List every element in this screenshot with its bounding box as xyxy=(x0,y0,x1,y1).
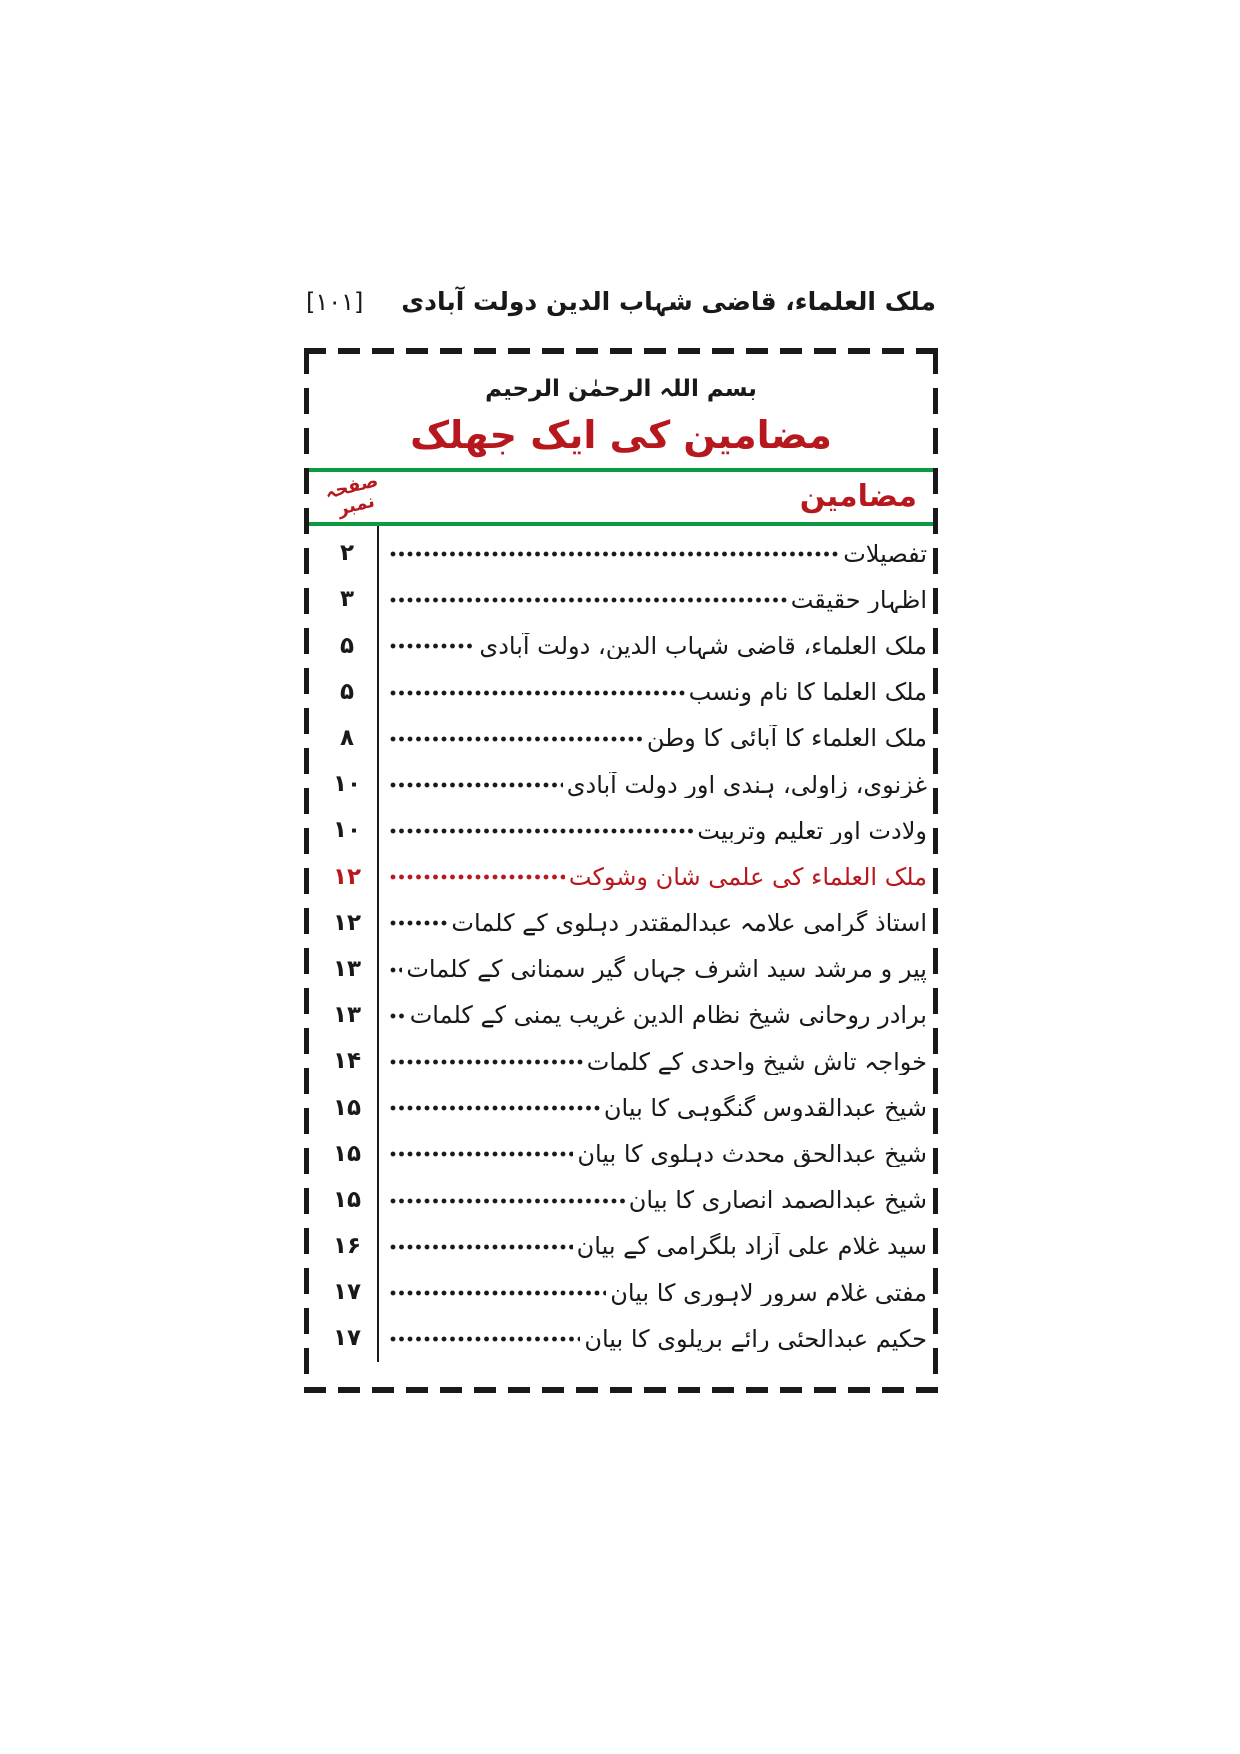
toc-row-entry xyxy=(379,1049,933,1075)
toc-row-entry xyxy=(379,587,933,613)
toc-row-entry xyxy=(379,864,933,890)
toc-row-entry xyxy=(379,818,933,844)
toc-row-entry xyxy=(379,1187,933,1213)
toc-row-page: ۱۲ xyxy=(332,909,362,936)
toc-row xyxy=(309,1131,933,1177)
dotted-leader xyxy=(389,781,563,789)
toc-row-title: استاذ گرامی علامہ عبدالمقتدر دہلوی کے کلمات xyxy=(451,910,927,937)
toc-row xyxy=(309,715,933,761)
toc-row-page: ۲ xyxy=(339,540,355,567)
dotted-leader xyxy=(389,827,693,835)
toc-row-page: ۸ xyxy=(339,725,355,752)
toc-row-title: ملک العلماء کا آبائی کا وطن xyxy=(646,725,927,752)
page-title: مضامین کی ایک جھلک xyxy=(410,413,832,457)
toc-row-page: ۱۴ xyxy=(332,1048,362,1075)
toc-row xyxy=(309,577,933,623)
toc-row-title: ولادت اور تعلیم وتربیت xyxy=(697,817,927,845)
dotted-leader xyxy=(389,1104,600,1112)
running-head-title: ملک العلماء، قاضی شہاب الدین دولت آبادی xyxy=(401,287,936,316)
toc-row-entry xyxy=(379,1095,933,1121)
toc-row-page: ۱۳ xyxy=(332,1002,362,1029)
toc-row xyxy=(309,1177,933,1223)
toc-row-title: خواجہ تاش شیخ واحدی کے کلمات xyxy=(586,1048,927,1076)
toc-row-entry xyxy=(379,1326,933,1352)
toc-row-entry xyxy=(379,1280,933,1306)
toc-row-entry xyxy=(379,772,933,798)
toc-row-title: سید غلام علی آزاد بلگرامی کے بیان xyxy=(576,1233,927,1260)
dotted-leader xyxy=(389,1243,573,1251)
toc-row-page: ۵ xyxy=(339,678,355,705)
toc-row-entry xyxy=(379,910,933,936)
toc-row-title: ملک العلما کا نام ونسب xyxy=(688,679,927,706)
toc-row-title: پیر و مرشد سید اشرف جہاں گیر سمنانی کے کلمات xyxy=(406,956,927,983)
toc-row xyxy=(309,1224,933,1270)
toc-row-title: ملک العلماء، قاضی شہاب الدین، دولت آبادی xyxy=(479,632,927,660)
dashed-frame xyxy=(304,348,938,1393)
running-head xyxy=(306,272,936,314)
toc-row-title: اظہار حقیقت xyxy=(790,586,927,614)
toc-row-entry xyxy=(379,679,933,705)
dotted-leader xyxy=(389,1335,580,1343)
dotted-leader xyxy=(389,1150,573,1158)
toc-row-page: ۵ xyxy=(339,632,355,659)
dotted-leader xyxy=(389,1058,583,1066)
toc-body xyxy=(309,526,933,1362)
dotted-leader xyxy=(389,642,475,650)
toc-row-entry xyxy=(379,1141,933,1167)
toc-header-row xyxy=(309,468,933,526)
toc-row-page: ۱۰ xyxy=(332,817,362,844)
toc-row-page: ۱۵ xyxy=(332,1186,362,1213)
toc-row xyxy=(309,854,933,900)
toc-column-topics-label: مضامین xyxy=(799,478,917,514)
toc-row xyxy=(309,1270,933,1316)
toc-row xyxy=(309,531,933,577)
toc-row-title: مفتی غلام سرور لاہوری کا بیان xyxy=(610,1279,927,1306)
toc-row-title: تفصیلات xyxy=(843,540,927,567)
dotted-leader xyxy=(389,1197,625,1205)
toc-row-page: ۱۳ xyxy=(332,955,362,982)
toc-row xyxy=(309,946,933,992)
toc-row xyxy=(309,1085,933,1131)
frame-border-bottom xyxy=(304,1387,938,1393)
toc-column-page-number-label: صفحہ نمبر xyxy=(322,469,381,520)
dotted-leader xyxy=(389,596,787,604)
toc-row-page: ۳ xyxy=(339,586,355,613)
toc-row-page: ۱۷ xyxy=(332,1279,362,1306)
toc-row xyxy=(309,762,933,808)
toc-row-title: غزنوی، زاولی، ہندی اور دولت آبادی xyxy=(566,771,927,798)
toc-row xyxy=(309,1039,933,1085)
toc-row xyxy=(309,623,933,669)
toc-row-entry xyxy=(379,725,933,751)
frame-border-right xyxy=(933,348,938,1393)
toc-row-page: ۱۰ xyxy=(332,771,362,798)
toc-row xyxy=(309,669,933,715)
toc-row-entry xyxy=(379,1002,933,1028)
toc-row xyxy=(309,1316,933,1362)
toc-row-page: ۱۲ xyxy=(332,863,362,890)
toc-row-title: ملک العلماء کی علمی شان وشوکت xyxy=(568,863,927,891)
toc-row-page: ۱۵ xyxy=(332,1140,362,1167)
toc-row xyxy=(309,993,933,1039)
toc-row-page: ۱۷ xyxy=(332,1325,362,1352)
column-divider-line xyxy=(377,526,379,1362)
dotted-leader xyxy=(389,1012,406,1020)
toc-row xyxy=(309,900,933,946)
dotted-leader xyxy=(389,1289,606,1297)
dotted-leader xyxy=(389,966,402,974)
toc-row-page: ۱۵ xyxy=(332,1094,362,1121)
dotted-leader xyxy=(389,919,447,927)
toc-row-title: شیخ عبدالقدوس گنگوہی کا بیان xyxy=(603,1094,927,1122)
frame-content xyxy=(309,354,933,1387)
toc-row-entry xyxy=(379,1233,933,1259)
toc-row-entry xyxy=(379,956,933,982)
toc-row-title: حکیم عبدالحئی رائے بریلوی کا بیان xyxy=(584,1325,927,1353)
dotted-leader xyxy=(389,735,643,743)
toc-row-title: برادر روحانی شیخ نظام الدین غریب یمنی کے کلمات xyxy=(409,1002,927,1029)
toc-row-title: شیخ عبدالحق محدث دہلوی کا بیان xyxy=(577,1141,927,1168)
dotted-leader xyxy=(389,873,565,881)
bismillah-text: بسم اللہ الرحمٰن الرحیم xyxy=(485,376,757,402)
toc-row-entry xyxy=(379,541,933,567)
toc-row xyxy=(309,808,933,854)
toc-row-title: شیخ عبدالصمد انصاری کا بیان xyxy=(628,1187,927,1214)
toc-row-entry xyxy=(379,633,933,659)
toc-row-page: ۱۶ xyxy=(332,1233,362,1260)
dotted-leader xyxy=(389,550,839,558)
folio-number: [۱۰۱] xyxy=(306,288,364,316)
dotted-leader xyxy=(389,689,685,697)
